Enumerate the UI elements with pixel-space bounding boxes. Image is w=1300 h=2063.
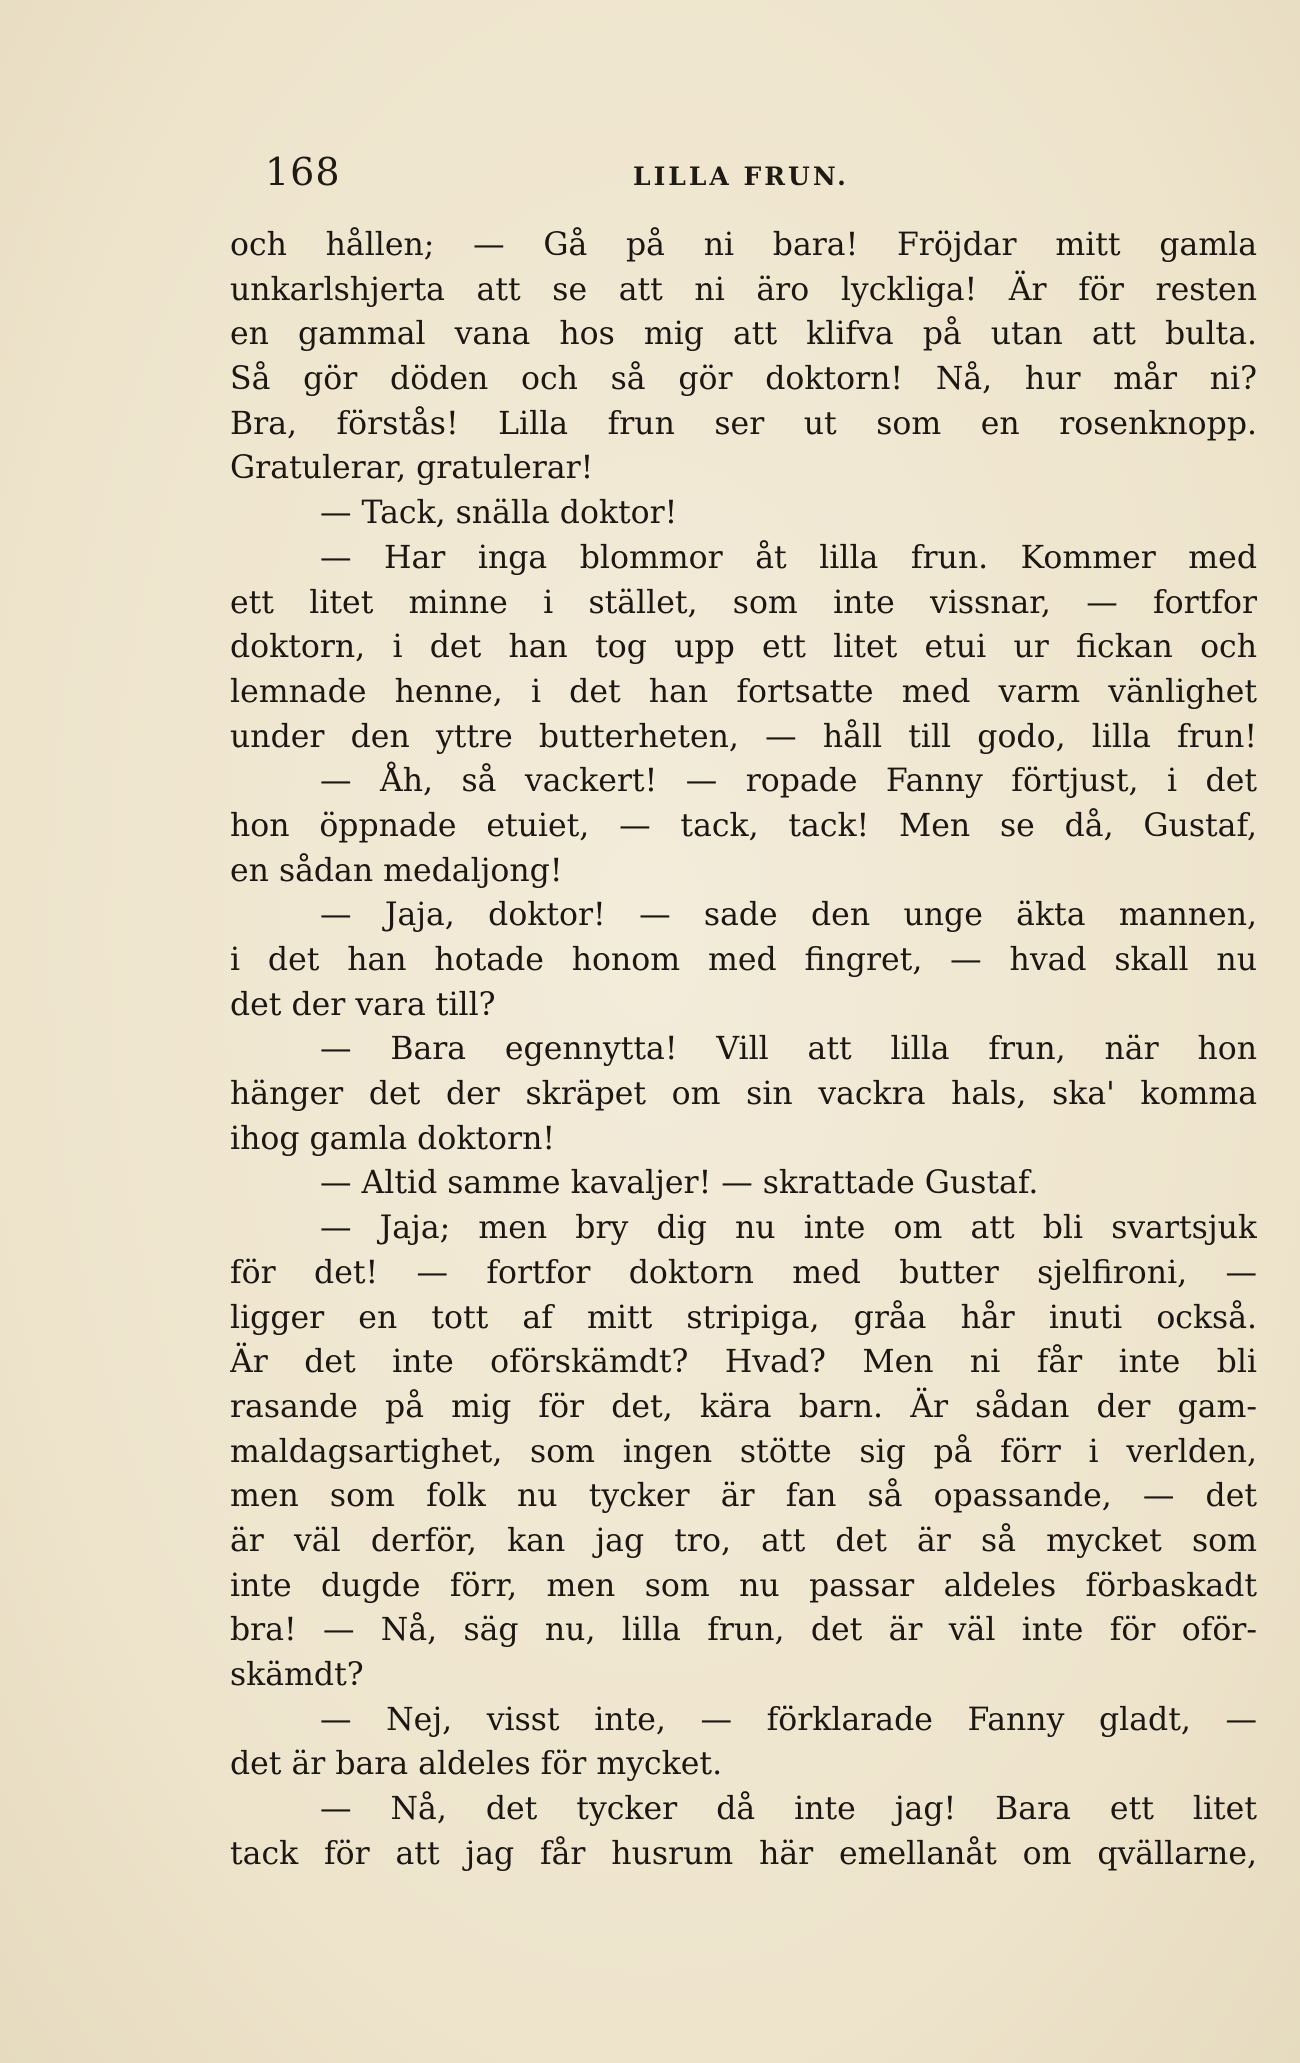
text-line: — Jaja, doktor! — sade den unge äkta mannen, [320, 897, 1257, 934]
text-line: en sådan medaljong! [230, 852, 563, 889]
text-line: Gratulerar, gratulerar! [230, 450, 594, 487]
text-line: men som folk nu tycker är fan så opassande, — det [230, 1478, 1257, 1515]
text-line: — Bara egennytta! Vill att lilla frun, när hon [320, 1031, 1257, 1068]
text-line: ihog gamla doktorn! [230, 1120, 556, 1157]
running-title: LILLA FRUN. [633, 162, 849, 191]
text-line: under den yttre butterheten, — håll till godo, lilla frun! [230, 718, 1257, 755]
text-line: en gammal vana hos mig att klifva på utan att bulta. [230, 316, 1257, 353]
text-line: skämdt? [230, 1657, 364, 1693]
body-text [230, 223, 1257, 1876]
page-number: 168 [265, 150, 341, 194]
text-line: — Jaja; men bry dig nu inte om att bli svartsjuk [320, 1210, 1257, 1247]
text-line: — Åh, så vackert! — ropade Fanny förtjust, i det [320, 763, 1257, 800]
text-line: unkarlshjerta att se att ni äro lyckliga! Är för resten [230, 271, 1257, 308]
text-line: — Tack, snälla doktor! [320, 495, 678, 532]
text-line: inte dugde förr, men som nu passar aldeles förbaskadt [230, 1567, 1257, 1604]
text-line: Så gör döden och så gör doktorn! Nå, hur mår ni? [230, 361, 1257, 398]
text-line: — Altid samme kavaljer! — skrattade Gustaf. [320, 1165, 1039, 1202]
text-line: Bra, förstås! Lilla frun ser ut som en rosenknopp. [230, 405, 1257, 442]
text-line: — Nej, visst inte, — förklarade Fanny gladt, — [320, 1701, 1257, 1738]
text-line: hänger det der skräpet om sin vackra hals, ska' komma [230, 1076, 1257, 1113]
text-line: doktorn, i det han tog upp ett litet etui ur fickan och [230, 629, 1257, 666]
text-line: rasande på mig för det, kära barn. Är sådan der gam- [230, 1388, 1257, 1425]
text-line: det är bara aldeles för mycket. [230, 1746, 723, 1783]
text-line: — Har inga blommor åt lilla frun. Kommer med [320, 539, 1257, 576]
text-line: Är det inte oförskämdt? Hvad? Men ni får inte bli [230, 1344, 1257, 1381]
text-line: och hållen; — Gå på ni bara! Fröjdar mitt gamla [230, 227, 1257, 263]
text-line: det der vara till? [230, 986, 496, 1023]
text-line: i det han hotade honom med fingret, — hvad skall nu [230, 942, 1257, 978]
text-line: ett litet minne i stället, som inte vissnar, — fortfor [230, 584, 1257, 621]
text-line: är väl derför, kan jag tro, att det är så mycket som [230, 1522, 1257, 1559]
text-line: lemnade henne, i det han fortsatte med varm vänlighet [230, 673, 1257, 710]
text-line: — Nå, det tycker då inte jag! Bara ett litet [320, 1791, 1257, 1828]
text-line: bra! — Nå, säg nu, lilla frun, det är väl inte för oför- [230, 1612, 1257, 1649]
text-line: tack för att jag får husrum här emellanåt om qvällarne, [230, 1835, 1257, 1872]
text-line: ligger en tott af mitt stripiga, gråa hår inuti också. [230, 1299, 1257, 1336]
page-header [265, 150, 1265, 200]
text-line: hon öppnade etuiet, — tack, tack! Men se då, Gustaf, [230, 807, 1257, 844]
text-line: för det! — fortfor doktorn med butter sjelfironi, — [230, 1254, 1257, 1291]
text-line: maldagsartighet, som ingen stötte sig på förr i verlden, [230, 1433, 1257, 1470]
